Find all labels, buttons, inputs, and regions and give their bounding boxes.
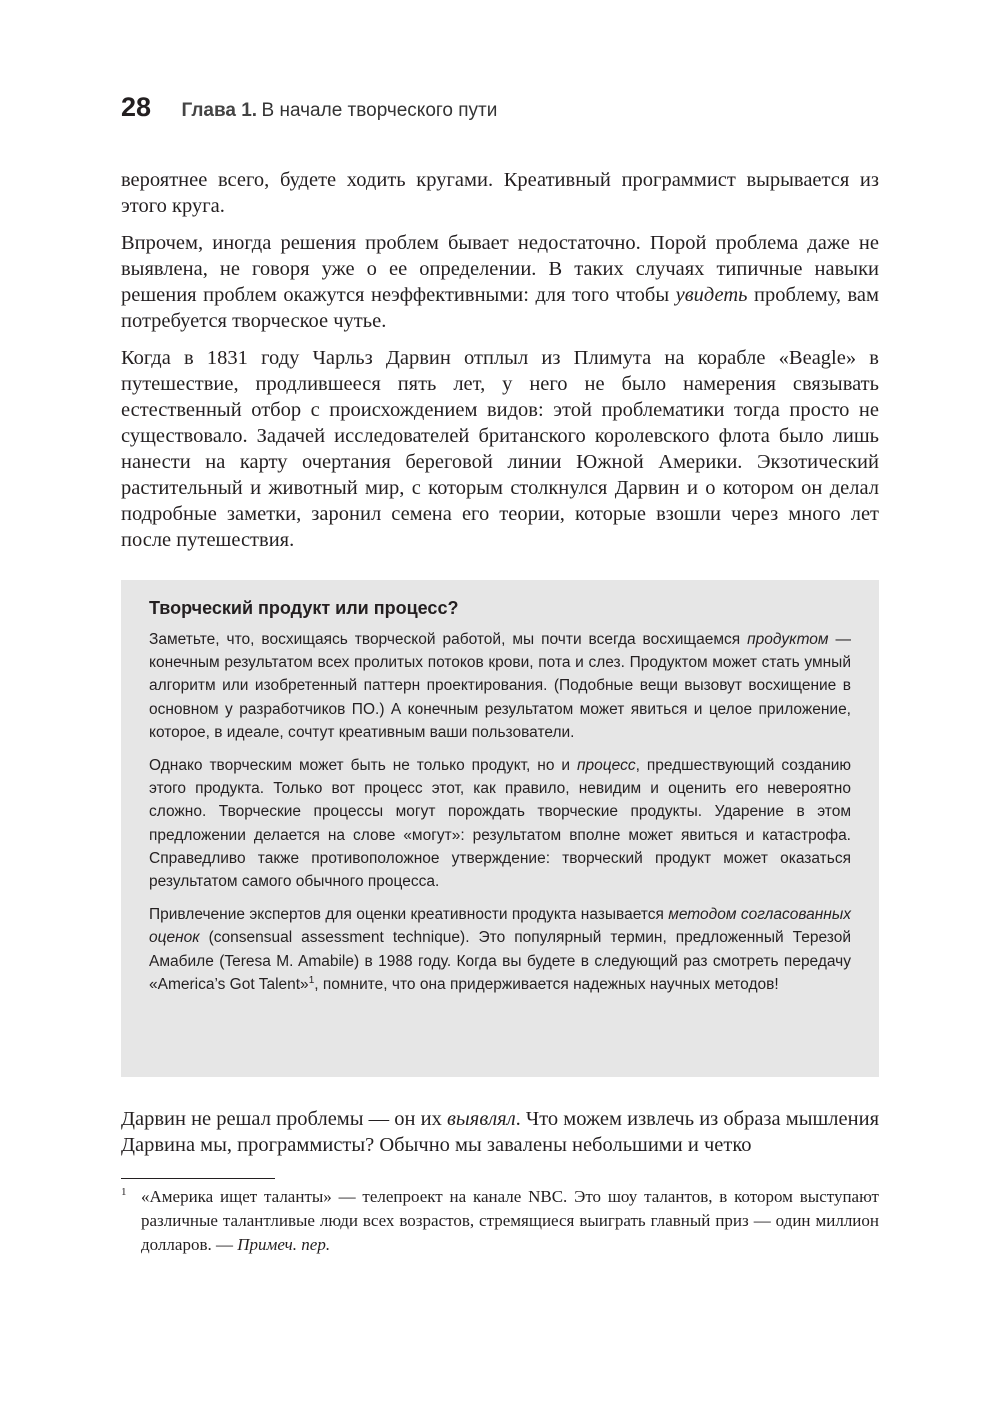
chapter-label: Глава 1. <box>181 100 258 121</box>
footnote-text: «Америка ищет таланты» — телепроект на канале NBC. Это шоу талантов, в котором выступают различные талантливые люди всех возрастов, стремящиеся выиграть главный приз — один миллион долларов. — Примеч. пер. <box>141 1187 879 1254</box>
main-text-bottom <box>121 1106 879 1169</box>
paragraph-1: вероятнее всего, будете ходить кругами. Креативный программист вырывается из этого круга. <box>121 169 879 217</box>
sidebar-paragraph-1: Заметьте, что, восхищаясь творческой работой, мы почти всегда восхищаемся продуктом — конечным результатом всех пролитых потоков крови, пота и слез. Продуктом может стать умный алгоритм или изобретенный паттерн проектирования. (Подобные вещи вызовут восхищение в основном у разработчиков ПО.) А конечным результатом может явиться и целое приложение, которое, в идеале, сочтут креативным ваши пользователи. <box>149 631 852 741</box>
sidebar-box <box>121 580 879 1077</box>
main-text-top <box>121 167 879 564</box>
paragraph-4: Дарвин не решал проблемы — он их выявлял. Что можем извлечь из образа мышления Дарвина мы, программисты? Обычно мы завалены небольшими и четко <box>121 1108 879 1156</box>
chapter-title: В начале творческого пути <box>261 100 498 121</box>
footnote-divider <box>121 1178 275 1179</box>
footnote <box>121 1185 879 1257</box>
paragraph-3: Когда в 1831 году Чарльз Дарвин отплыл из Плимута на корабле «Beagle» в путешествие, продлившееся пять лет, у него не было намерения связывать естественный отбор с происхождением видов: этой проблематики тогда просто не существовало. Задачей исследователей британского королевского флота было лишь нанести на карту очертания береговой линии Южной Америки. Экзотический растительный и животный мир, с которым столкнулся Дарвин и о котором он делал подробные заметки, заронил семена его теории, которые взошли через много лет после путешествия. <box>121 347 879 551</box>
paragraph-2: Впрочем, иногда решения проблем бывает недостаточно. Порой проблема даже не выявлена, не говоря уже о ее определении. В таких случаях типичные навыки решения проблем окажутся неэффективными: для того чтобы увидеть проблему, вам потребуется творческое чутье. <box>121 232 880 332</box>
footnote-reference: 1 <box>308 974 315 986</box>
page-number: 28 <box>121 92 152 122</box>
sidebar-paragraph-3: Привлечение экспертов для оценки креативности продукта называется методом согласованных оценок (consensual assessment technique). Это популярный термин, предложенный Терезой Амабиле (Teresa M. Amabile) в 1988 году. Когда вы будете в следующий раз смотреть передачу «America’s Got Talent»$^1$, помните, что она придерживается надежных научных методов! <box>149 906 851 993</box>
sidebar-paragraph-2: Однако творческим может быть не только продукт, но и процесс, предшествующий созданию этого продукта. Только вот процесс этот, как правило, невидим и оценить его невероятно сложно. Творческие процессы могут порождать творческие продукты. Ударение в этом предложении делается на слове «могут»: результатом вполне может явиться и катастрофа. Справедливо также противоположное утверждение: творческий продукт может оказаться результатом самого обычного процесса. <box>149 757 851 891</box>
running-head <box>121 92 881 123</box>
sidebar-title: Творческий продукт или процесс? <box>149 598 459 618</box>
footnote-mark: 1 <box>121 1186 127 1198</box>
